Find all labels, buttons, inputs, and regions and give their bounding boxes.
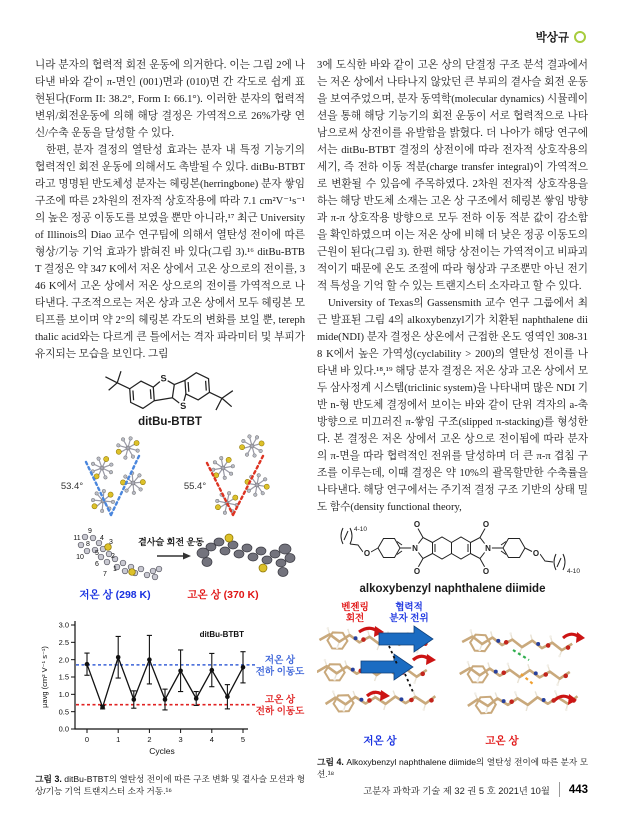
cooperative-translation-annotation: 협력적 bbox=[395, 602, 423, 613]
reference-line-label: 저온 상 전하 이동도 bbox=[255, 654, 305, 678]
author-green-ring-icon bbox=[574, 31, 586, 43]
data-point bbox=[116, 655, 121, 660]
data-point bbox=[225, 694, 230, 699]
sulfur-atom-label: S bbox=[179, 400, 187, 412]
oxygen-atom-label: O bbox=[413, 567, 421, 576]
nitrogen-atom-label: N bbox=[485, 544, 491, 553]
author-name: 박상규 bbox=[535, 32, 569, 44]
x-tick-label: 5 bbox=[240, 735, 246, 744]
benzene-rotation-annotation: 회전 bbox=[345, 613, 365, 624]
footer-divider bbox=[559, 782, 560, 797]
mobility-cycles-chart bbox=[35, 615, 305, 765]
atom-number: 10 bbox=[76, 554, 84, 561]
mobility-chart-wrap bbox=[35, 615, 305, 765]
body-paragraph: 니라 분자의 협력적 회전 운동에 의거한다. 이는 그림 2에 나타낸 바와 같이 π-면인 (001)면과 (010)면 간 각도로 쉽게 표현된다(Form II: 38.2°, Form I: 66.1°). 이러한 분자의 협력적 변위/회전운동에 의해 해당 결정은 가역적으로 26%가량 연신/수축 운동을 달성할 수 있다. bbox=[35, 60, 305, 139]
body-paragraph: University of Texas의 Gassensmith 교수 연구 그룹에서 최근 발표된 그림 4의 alkoxybenzyl기가 치환된 naphthalene diimide(NDI) 분자 결정은 상온에서 근접한 온도 영역인 308-318 K에서 높은 가역성(cyclability > 200)의 열탄성 전이를 나타낸 바 있다.¹⁸,¹⁹ 해당 분자 결정은 저온 상과 고온 상에서 모두 삼사정계 시스템(triclinic system)을 나타내며 많은 NDI 기반 n-형 반도체 결정에서 보이는 바와 같이 단위 격자의 a-축 방향으로 미끄러진 π-쌓임 구조(slipped π-stacking)를 형성한다. 본 결정은 저온 상에서 고온 상으로 전이됨에 따라 분자의 π-면을 따라 협력적인 전위를 달성하며 더 큰 π-π 겹침 구조를 이루는데, 이때 결정은 약 10%의 괄목할만한 수축률을 나타낸다. 해당 연구에서는 주기적 결정 구조 기반의 상태 밀도 함수(density functional theory, bbox=[317, 298, 588, 513]
y-tick-label: 0.0 bbox=[58, 724, 69, 734]
x-tick-label: 3 bbox=[178, 735, 183, 744]
body-paragraph: 3에 도식한 바와 같이 고온 상의 단결정 구조 분석 결과에서는 저온 상에서 나타나지 않았던 큰 부피의 곁사슬 회전 운동을 보여주었으며, 분자 동역학(molecular dynamics) 시뮬레이션을 통해 해당 기능기의 회전 운동이 서로 협력적으로 나타남으로써 상전이를 유발함을 밝혔다. 더 나아가 해당 연구에서는 ditBu-BTBT 결정의 상전이에 따라 전자적 상호작용의 세기, 즉 전하 이동 적분(charge transfer integral)이 가역적으로 변환될 수 있음에 주목하였다. 2차원 전자적 상호작용을 하는 해당 반도체 소재는 고온 상 구조에서 헤링본 쌓임 방향과 π-π 상호작용 방향으로 모두 전하 이동 적분 값이 감소함을 확인하였으며 이는 저온 상에 비해 더 낮은 정공 이동도의 근원이 된다(그림 3). 한편 해당 상전이는 가역적이고 비파괴적이기 때문에 온도 조절에 따라 형상과 구조뿐만 아닌 전기적 특성을 기억 할 수 있는 트랜지스터 소자라고 할 수 있다. bbox=[317, 60, 588, 292]
orange-contact-dash bbox=[521, 674, 533, 684]
high-temp-phase-label: 고온 상 (370 K) bbox=[187, 589, 259, 601]
benzene-rotation-arrows bbox=[555, 634, 579, 700]
fig4-phase-labels bbox=[317, 733, 588, 748]
atom-number: 3 bbox=[109, 539, 113, 546]
caption-number: 그림 3. bbox=[35, 774, 62, 784]
data-point bbox=[132, 697, 137, 702]
atom-number: 6 bbox=[95, 561, 99, 568]
herringbone-angle-low: 53.4° bbox=[60, 481, 84, 492]
y-tick-label: 2.0 bbox=[58, 655, 69, 665]
y-tick-label: 1.5 bbox=[58, 672, 69, 682]
x-tick-label: 4 bbox=[209, 735, 214, 744]
caption-text: ditBu-BTBT의 열탄성 전이에 따른 구조 변화 및 곁사슬 모션과 형상/기능 기억 트랜지스터 소자 거동.¹⁶ bbox=[35, 774, 306, 796]
oxygen-atom-label: O bbox=[482, 567, 490, 576]
x-tick-label: 2 bbox=[147, 735, 152, 744]
atom-number: 7 bbox=[103, 571, 107, 578]
atom-number: 2 bbox=[111, 553, 115, 560]
low-temp-phase-label: 저온 상 (298 K) bbox=[79, 589, 151, 601]
rotation-motion-label: 곁사슬 회전 운동 bbox=[138, 537, 204, 547]
data-point bbox=[163, 697, 168, 702]
data-point bbox=[85, 662, 90, 667]
fig4-molecular-stacks bbox=[317, 600, 588, 733]
data-point bbox=[210, 668, 215, 673]
x-tick-label: 1 bbox=[116, 735, 121, 744]
caption-number: 그림 4. bbox=[317, 757, 344, 767]
low-temp-phase-label: 저온 상 bbox=[363, 735, 397, 747]
oxygen-atom-label: O bbox=[413, 520, 421, 529]
alkyl-chain-range-right: 4-10 bbox=[567, 568, 581, 575]
herringbone-angle-high: 55.4° bbox=[183, 481, 207, 492]
page-header bbox=[536, 29, 586, 45]
oxygen-atom-label: O bbox=[363, 549, 371, 558]
data-point bbox=[194, 696, 199, 701]
y-tick-label: 1.0 bbox=[58, 689, 69, 699]
atom-number: 5 bbox=[95, 550, 99, 557]
fig4-caption bbox=[317, 757, 588, 780]
atom-number: 9 bbox=[88, 528, 92, 535]
sidechain-rotation-row bbox=[35, 525, 305, 587]
x-tick-label: 0 bbox=[84, 735, 90, 744]
molecule-name-label: ditBu-BTBT bbox=[138, 416, 202, 428]
caption-text: Alkoxybenzyl naphthalene diimide의 열탄성 전이에 따른 분자 모션.¹⁸ bbox=[317, 757, 588, 779]
chart-series-label: ditBu-BTBT bbox=[199, 630, 244, 639]
page-number: 443 bbox=[568, 783, 588, 796]
fig3-phase-labels bbox=[35, 587, 305, 602]
data-point bbox=[100, 705, 105, 710]
high-temp-phase-label: 고온 상 bbox=[485, 735, 519, 747]
oxygen-atom-label: O bbox=[532, 549, 540, 558]
page-footer bbox=[363, 782, 588, 797]
data-point bbox=[147, 657, 152, 662]
chart-y-axis-label: μavg (cm² V⁻¹ s⁻¹) bbox=[40, 646, 49, 708]
atom-number: 8 bbox=[86, 541, 90, 548]
journal-info: 고분자 과학과 기술 제 32 권 5 호 2021년 10월 bbox=[363, 785, 550, 796]
nitrogen-atom-label: N bbox=[412, 544, 418, 553]
data-point bbox=[241, 665, 246, 670]
y-tick-label: 0.5 bbox=[58, 707, 69, 717]
y-tick-label: 2.5 bbox=[58, 637, 69, 647]
high-temp-molecule bbox=[197, 538, 295, 577]
herringbone-angle-panels bbox=[35, 433, 305, 525]
data-point bbox=[178, 668, 183, 673]
sulfur-atom-label: S bbox=[160, 373, 167, 384]
ditbu-btbt-skeletal-structure bbox=[80, 363, 260, 413]
body-paragraph: 한편, 분자 결정의 열탄성 효과는 분자 내 특정 기능기의 협력적인 회전 운동에 의해서도 촉발될 수 있다. ditBu-BTBT라고 명명된 반도체성 분자는 헤링본(herringbone) 분자 쌓임 구조에 따른 2차원의 전자적 상호작용에 따라 7.1 cm²V⁻¹s⁻¹의 높은 정공 이동도를 보였을 뿐만 아니라,¹⁷ 최근 University of Illinois의 Diao 교수 연구팀에 의해서 열탄성 전이에 따른 형상/기능 기억 효과가 밝혀진 바 있다(그림 3).¹⁶ ditBu-BTBT 결정은 약 347 K에서 저온 상에서 고온 상으로의 전이를, 346 K에서 고온 상에서 저온 상으로의 전이를 가역적으로 나타낸다. 구조적으로는 저온 상과 고온 상에서 모두 헤링본 모티프를 보이며 약 2°의 헤링본 각도의 변화를 보일 뿐, terephthalic acid와는 다르게 큰 틀에서는 격자 파라미터 및 부피가 유지되는 모습을 보인다. 그림 bbox=[35, 145, 305, 360]
chart-x-axis-label: Cycles bbox=[149, 746, 175, 756]
fig3-caption bbox=[35, 774, 305, 797]
atom-number: 1 bbox=[113, 566, 117, 573]
y-tick-label: 3.0 bbox=[58, 620, 69, 630]
benzene-rotation-annotation: 벤젠링 bbox=[341, 602, 369, 613]
reference-line-label: 고온 상 전하 이동도 bbox=[255, 694, 305, 718]
alkyl-chain-range-left: 4-10 bbox=[354, 526, 368, 533]
left-column bbox=[35, 57, 305, 797]
atom-number: 11 bbox=[73, 535, 81, 542]
oxygen-atom-label: O bbox=[482, 520, 490, 529]
cooperative-translation-annotation: 분자 전위 bbox=[389, 613, 429, 624]
atom-number: 4 bbox=[100, 535, 104, 542]
ndi-skeletal-structure bbox=[317, 516, 588, 580]
molecule-name-label: alkoxybenzyl naphthalene diimide bbox=[359, 583, 546, 595]
right-column bbox=[317, 57, 588, 780]
